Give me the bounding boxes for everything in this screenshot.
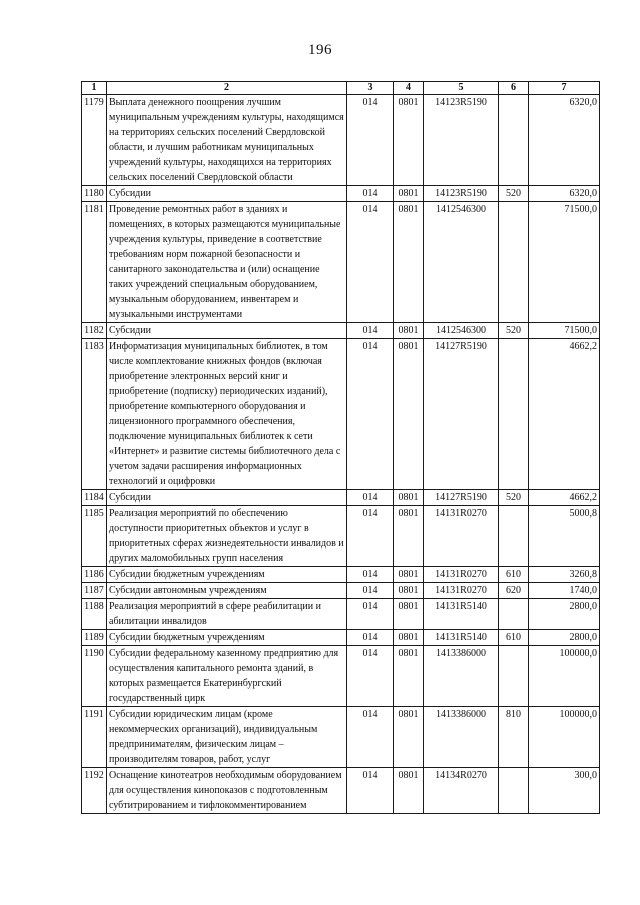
row-number: 1183 — [82, 339, 107, 490]
row-number: 1179 — [82, 95, 107, 186]
expense-type-code: 610 — [499, 630, 529, 646]
table-row — [82, 646, 600, 707]
target-article-code: 14123R5190 — [424, 186, 499, 202]
table-row — [82, 599, 600, 630]
amount: 3260,8 — [529, 567, 600, 583]
ministry-code: 014 — [347, 323, 394, 339]
target-article-code: 14123R5190 — [424, 95, 499, 186]
row-name: Субсидии бюджетным учреждениям — [107, 567, 347, 583]
row-number: 1182 — [82, 323, 107, 339]
row-name: Оснащение кинотеатров необходимым оборудованием для осуществления кинопоказов с подготовленным субтитрированием и тифлокомментированием — [107, 768, 347, 814]
row-number: 1181 — [82, 202, 107, 323]
column-header: 6 — [499, 82, 529, 95]
section-code: 0801 — [394, 599, 424, 630]
section-code: 0801 — [394, 646, 424, 707]
section-code: 0801 — [394, 707, 424, 768]
expense-type-code — [499, 646, 529, 707]
amount: 5000,8 — [529, 506, 600, 567]
budget-table — [81, 81, 600, 814]
row-name: Реализация мероприятий по обеспечению доступности приоритетных объектов и услуг в приоритетных сферах жизнедеятельности инвалидов и других маломобильных групп населения — [107, 506, 347, 567]
table-row — [82, 186, 600, 202]
column-header: 1 — [82, 82, 107, 95]
amount: 300,0 — [529, 768, 600, 814]
row-name: Субсидии бюджетным учреждениям — [107, 630, 347, 646]
ministry-code: 014 — [347, 630, 394, 646]
table-row — [82, 202, 600, 323]
ministry-code: 014 — [347, 490, 394, 506]
page-number: 196 — [308, 42, 332, 58]
target-article-code: 14127R5190 — [424, 339, 499, 490]
target-article-code: 14131R0270 — [424, 583, 499, 599]
section-code: 0801 — [394, 490, 424, 506]
expense-type-code: 520 — [499, 490, 529, 506]
amount: 1740,0 — [529, 583, 600, 599]
expense-type-code — [499, 506, 529, 567]
table-row — [82, 583, 600, 599]
section-code: 0801 — [394, 95, 424, 186]
row-name: Информатизация муниципальных библиотек, в том числе комплектование книжных фондов (включая приобретение электронных версий книг и приобретение (подписку) периодических изданий), приобретение компьютерного оборудования и лицензионного программного обеспечения, подключение муниципальных библиотек к сети «Интернет» и развитие системы библиотечного дела с учетом задачи расширения информационных технологий и оцифровки — [107, 339, 347, 490]
section-code: 0801 — [394, 567, 424, 583]
row-name: Субсидии федеральному казенному предприятию для осуществления капитального ремонта зданий, в которых размещается Екатеринбургский государственный цирк — [107, 646, 347, 707]
expense-type-code — [499, 768, 529, 814]
table-row — [82, 339, 600, 490]
expense-type-code — [499, 599, 529, 630]
target-article-code: 1413386000 — [424, 646, 499, 707]
row-name: Выплата денежного поощрения лучшим муниципальным учреждениям культуры, находящимся на территориях сельских поселений Свердловской области, и лучшим работникам муниципальных учреждений культуры, находящихся на территориях сельских поселений Свердловской области — [107, 95, 347, 186]
row-number: 1190 — [82, 646, 107, 707]
section-code: 0801 — [394, 768, 424, 814]
ministry-code: 014 — [347, 95, 394, 186]
ministry-code: 014 — [347, 567, 394, 583]
row-name: Проведение ремонтных работ в зданиях и помещениях, в которых размещаются муниципальные учреждения культуры, приведение в соответствие требованиям норм пожарной безопасности и санитарного законодательства и (или) оснащение таких учреждений специальным оборудованием, музыкальным оборудованием, инвентарем и музыкальными инструментами — [107, 202, 347, 323]
section-code: 0801 — [394, 339, 424, 490]
ministry-code: 014 — [347, 583, 394, 599]
row-name: Субсидии — [107, 186, 347, 202]
amount: 71500,0 — [529, 323, 600, 339]
section-code: 0801 — [394, 630, 424, 646]
table-row — [82, 506, 600, 567]
amount: 4662,2 — [529, 339, 600, 490]
ministry-code: 014 — [347, 707, 394, 768]
expense-type-code — [499, 339, 529, 490]
expense-type-code — [499, 202, 529, 323]
target-article-code: 14127R5190 — [424, 490, 499, 506]
target-article-code: 14131R0270 — [424, 567, 499, 583]
column-header: 2 — [107, 82, 347, 95]
amount: 2800,0 — [529, 630, 600, 646]
ministry-code: 014 — [347, 202, 394, 323]
target-article-code: 14131R5140 — [424, 630, 499, 646]
ministry-code: 014 — [347, 599, 394, 630]
target-article-code: 1412546300 — [424, 202, 499, 323]
section-code: 0801 — [394, 186, 424, 202]
table-row — [82, 95, 600, 186]
amount: 71500,0 — [529, 202, 600, 323]
ministry-code: 014 — [347, 768, 394, 814]
target-article-code: 14131R0270 — [424, 506, 499, 567]
table-row — [82, 768, 600, 814]
table-row — [82, 707, 600, 768]
target-article-code: 14131R5140 — [424, 599, 499, 630]
expense-type-code: 520 — [499, 323, 529, 339]
section-code: 0801 — [394, 506, 424, 567]
section-code: 0801 — [394, 323, 424, 339]
column-header: 3 — [347, 82, 394, 95]
section-code: 0801 — [394, 202, 424, 323]
table-row — [82, 567, 600, 583]
ministry-code: 014 — [347, 646, 394, 707]
table-body — [82, 95, 600, 814]
column-header: 4 — [394, 82, 424, 95]
row-number: 1187 — [82, 583, 107, 599]
row-number: 1185 — [82, 506, 107, 567]
row-number: 1191 — [82, 707, 107, 768]
table-row — [82, 490, 600, 506]
section-code: 0801 — [394, 583, 424, 599]
ministry-code: 014 — [347, 506, 394, 567]
amount: 100000,0 — [529, 707, 600, 768]
row-number: 1180 — [82, 186, 107, 202]
target-article-code: 14134R0270 — [424, 768, 499, 814]
table-row — [82, 630, 600, 646]
row-name: Субсидии — [107, 323, 347, 339]
ministry-code: 014 — [347, 186, 394, 202]
row-number: 1189 — [82, 630, 107, 646]
column-header: 7 — [529, 82, 600, 95]
row-number: 1188 — [82, 599, 107, 630]
table-row — [82, 323, 600, 339]
row-name: Субсидии юридическим лицам (кроме некоммерческих организаций), индивидуальным предпринимателям, физическим лицам – производителям товаров, работ, услуг — [107, 707, 347, 768]
expense-type-code: 620 — [499, 583, 529, 599]
target-article-code: 1413386000 — [424, 707, 499, 768]
expense-type-code: 810 — [499, 707, 529, 768]
row-number: 1184 — [82, 490, 107, 506]
target-article-code: 1412546300 — [424, 323, 499, 339]
amount: 2800,0 — [529, 599, 600, 630]
row-name: Субсидии автономным учреждениям — [107, 583, 347, 599]
expense-type-code: 520 — [499, 186, 529, 202]
row-number: 1186 — [82, 567, 107, 583]
column-header: 5 — [424, 82, 499, 95]
expense-type-code — [499, 95, 529, 186]
expense-type-code: 610 — [499, 567, 529, 583]
table-header-row — [82, 82, 600, 95]
row-name: Реализация мероприятий в сфере реабилитации и абилитации инвалидов — [107, 599, 347, 630]
amount: 6320,0 — [529, 186, 600, 202]
amount: 4662,2 — [529, 490, 600, 506]
ministry-code: 014 — [347, 339, 394, 490]
amount: 6320,0 — [529, 95, 600, 186]
row-number: 1192 — [82, 768, 107, 814]
row-name: Субсидии — [107, 490, 347, 506]
amount: 100000,0 — [529, 646, 600, 707]
